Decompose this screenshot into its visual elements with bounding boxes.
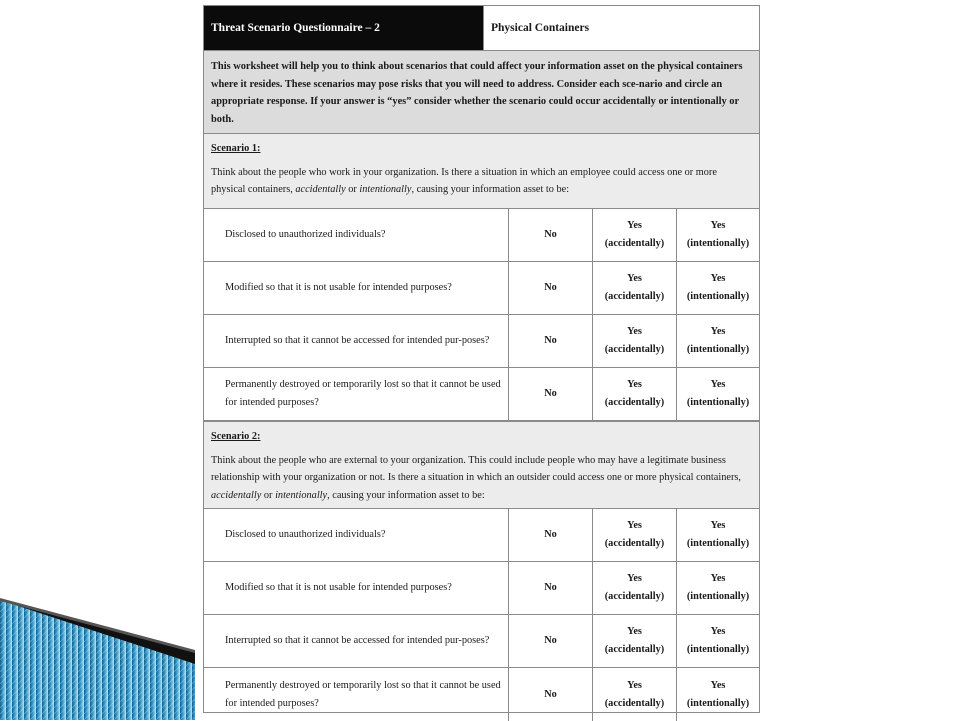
scenario-title: Scenario 2:: [211, 431, 261, 442]
answer-yes-intentionally[interactable]: Yes (intentionally): [676, 262, 759, 314]
answer-no[interactable]: No: [508, 368, 592, 420]
question-text: Interrupted so that it cannot be accessed for intended pur-poses?: [225, 635, 490, 647]
answer-yes-intentionally[interactable]: Yes (intentionally): [676, 509, 759, 561]
scenario-2-description: Scenario 2: Think about the people who are external to your organization. This could include people who may have a legitimate business relationship with your organization or not. Is there a situation in which an outsider could access one or more physical containers, accidentally or intentionally, causing your information asset to be:: [204, 421, 759, 509]
question-row: [204, 262, 759, 315]
questionnaire-sheet: [203, 5, 760, 713]
answer-yes-accidentally[interactable]: Yes (accidentally): [592, 615, 676, 667]
answer-yes-intentionally[interactable]: Yes (intentionally): [676, 315, 759, 367]
answer-no[interactable]: No: [508, 668, 592, 721]
question-row: [204, 668, 759, 721]
answer-yes-accidentally[interactable]: Yes (accidentally): [592, 509, 676, 561]
scenario-title: Scenario 1:: [211, 143, 261, 154]
question-text: Modified so that it is not usable for intended purposes?: [225, 582, 452, 594]
answer-yes-accidentally[interactable]: Yes (accidentally): [592, 262, 676, 314]
answer-yes-accidentally[interactable]: Yes (accidentally): [592, 562, 676, 614]
question-row: [204, 562, 759, 615]
worksheet-instructions: This worksheet will help you to think about scenarios that could affect your information asset on the physical containers where it resides. These scenarios may pose risks that you will need to address. Consider each sce-nario and circle an appropriate response. If your answer is “yes” consider whether the scenario could occur accidentally or intentionally or both.: [204, 51, 759, 134]
question-text: Permanently destroyed or temporarily lost so that it cannot be used for intended purposes?: [225, 379, 501, 408]
answer-yes-intentionally[interactable]: Yes (intentionally): [676, 615, 759, 667]
question-row: [204, 368, 759, 421]
answer-yes-intentionally[interactable]: Yes (intentionally): [676, 209, 759, 261]
question-text: Interrupted so that it cannot be accessed for intended pur-poses?: [225, 335, 490, 347]
worksheet-header: [204, 6, 759, 51]
question-row: [204, 509, 759, 562]
answer-no[interactable]: No: [508, 262, 592, 314]
answer-yes-intentionally[interactable]: Yes (intentionally): [676, 368, 759, 420]
answer-yes-intentionally[interactable]: Yes (intentionally): [676, 562, 759, 614]
answer-no[interactable]: No: [508, 615, 592, 667]
scenario-1-description: Scenario 1: Think about the people who work in your organization. Is there a situation in which an employee could access one or more physical containers, accidentally or intentionally, causing your information asset to be:: [204, 134, 759, 209]
answer-yes-accidentally[interactable]: Yes (accidentally): [592, 315, 676, 367]
answer-no[interactable]: No: [508, 209, 592, 261]
answer-no[interactable]: No: [508, 562, 592, 614]
question-row: [204, 209, 759, 262]
answer-no[interactable]: No: [508, 509, 592, 561]
question-text: Disclosed to unauthorized individuals?: [225, 529, 386, 541]
question-text: Permanently destroyed or temporarily lost so that it cannot be used for intended purposes?: [225, 679, 501, 709]
worksheet-title: Threat Scenario Questionnaire – 2: [204, 6, 483, 50]
answer-yes-accidentally[interactable]: Yes (accidentally): [592, 368, 676, 420]
question-text: Modified so that it is not usable for intended purposes?: [225, 282, 452, 294]
question-text: Disclosed to unauthorized individuals?: [225, 229, 386, 241]
answer-yes-accidentally[interactable]: Yes (accidentally): [592, 668, 676, 721]
answer-yes-intentionally[interactable]: Yes (intentionally): [676, 668, 759, 721]
question-row: [204, 615, 759, 668]
answer-yes-accidentally[interactable]: Yes (accidentally): [592, 209, 676, 261]
answer-no[interactable]: No: [508, 315, 592, 367]
question-row: [204, 315, 759, 368]
worksheet-category: Physical Containers: [483, 6, 759, 50]
